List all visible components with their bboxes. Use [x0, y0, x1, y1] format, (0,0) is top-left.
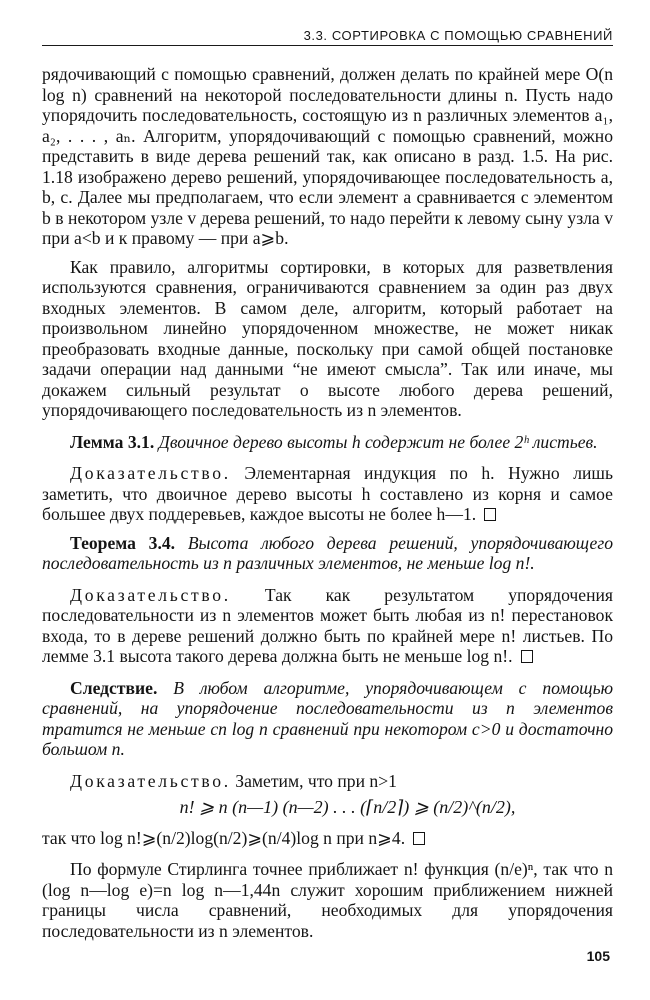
proof-2-label: Доказательство. [70, 584, 231, 605]
proof-1-text: Элементарная индукция по h. Нужно лишь заметить, что двоичное дерево высоты h составлено из корня и самое большее двух поддеревьев, каждое высоты не более h—1. [42, 463, 613, 524]
running-head: 3.3. СОРТИРОВКА С ПОМОЩЬЮ СРАВНЕНИЙ [42, 28, 613, 46]
lemma-block [42, 432, 613, 453]
corollary-block [42, 678, 613, 760]
proof-1 [42, 463, 613, 525]
proof-3-after: так что log n!⩾(n/2)log(n/2)⩾(n/4)log n при n⩾4. [42, 827, 406, 848]
proof-2-text: Так как результатом упорядочения последовательности из n элементов может быть любая из n! перестановок входа, то в дереве решений должно быть по крайней мере n! листьев. По лемме 3.1 высота такого дерева должна быть не меньше log n!. [42, 584, 613, 666]
paragraph-1: рядочивающий с помощью сравнений, должен делать по крайней мере O(n log n) сравнений на некоторой последовательности длины n. Пусть надо упорядочить последовательность, состоящую из n различных элементов a₁, a₂, . . . , aₙ. Алгоритм, упорядочивающий с помощью сравнений, можно представить в виде дерева решений так, как описано в разд. 1.5. На рис. 1.18 изображено дерево решений, упорядочивающее последовательность a, b, c. Далее мы предполагаем, что если элемент a сравнивается с элементом b в некотором узле v дерева решений, то надо перейти к левому сыну узла v при a<b и к правому — при a⩾b. [42, 64, 613, 248]
proof-3-text: Заметим, что при n>1 [235, 770, 397, 791]
paragraph-final: По формуле Стирлинга точнее приближает n! функция (n/e)ⁿ, так что n (log n—log e)=n log n—1,44n служит хорошим приближением нижней границы числа сравнений, необходимых для упорядочения последовательности из n элементов. [42, 859, 613, 941]
qed-square-icon [521, 650, 533, 663]
qed-square-icon [413, 832, 425, 845]
proof-3-conclusion [42, 828, 613, 849]
proof-3 [42, 771, 613, 792]
proof-1-label: Доказательство. [70, 463, 231, 483]
corollary-label: Следствие. [70, 677, 158, 698]
proof-2 [42, 585, 613, 667]
page-body [42, 64, 613, 941]
factorial-inequality: n! ⩾ n (n—1) (n—2) . . . (⌈n/2⌉) ⩾ (n/2)^(n/2), [179, 797, 516, 817]
theorem-label: Теорема 3.4. [70, 532, 176, 553]
qed-square-icon [484, 508, 496, 521]
lemma-statement: Двоичное дерево высоты h содержит не более 2ʰ листьев. [158, 431, 598, 452]
paragraph-2: Как правило, алгоритмы сортировки, в которых для разветвления используются сравнения, ограничиваются сравнением за один раз двух входных элементов. В самом деле, алгоритм, который работает на произвольном линейно упорядоченном множестве, не может никак преобразовать входные данные, поскольку при самой общей постановке задачи операции над данными “не имеют смысла”. Так или иначе, мы докажем сильный результат о высоте любого дерева решений, упорядочивающего последовательность из n элементов. [42, 256, 613, 420]
theorem-block [42, 533, 613, 574]
lemma-label: Лемма 3.1. [70, 431, 155, 452]
proof-3-label: Доказательство. [70, 770, 231, 791]
page-number: 105 [586, 948, 610, 964]
theorem-statement: Высота любого дерева решений, упорядочивающего последовательность из n различных элементов, не меньше log n!. [42, 532, 613, 573]
corollary-statement: В любом алгоритме, упорядочивающем с помощью сравнений, на упорядочение последовательности из n элементов тратится не меньше cn log n сравнений при некотором c>0 и достаточно большом n. [42, 677, 613, 759]
